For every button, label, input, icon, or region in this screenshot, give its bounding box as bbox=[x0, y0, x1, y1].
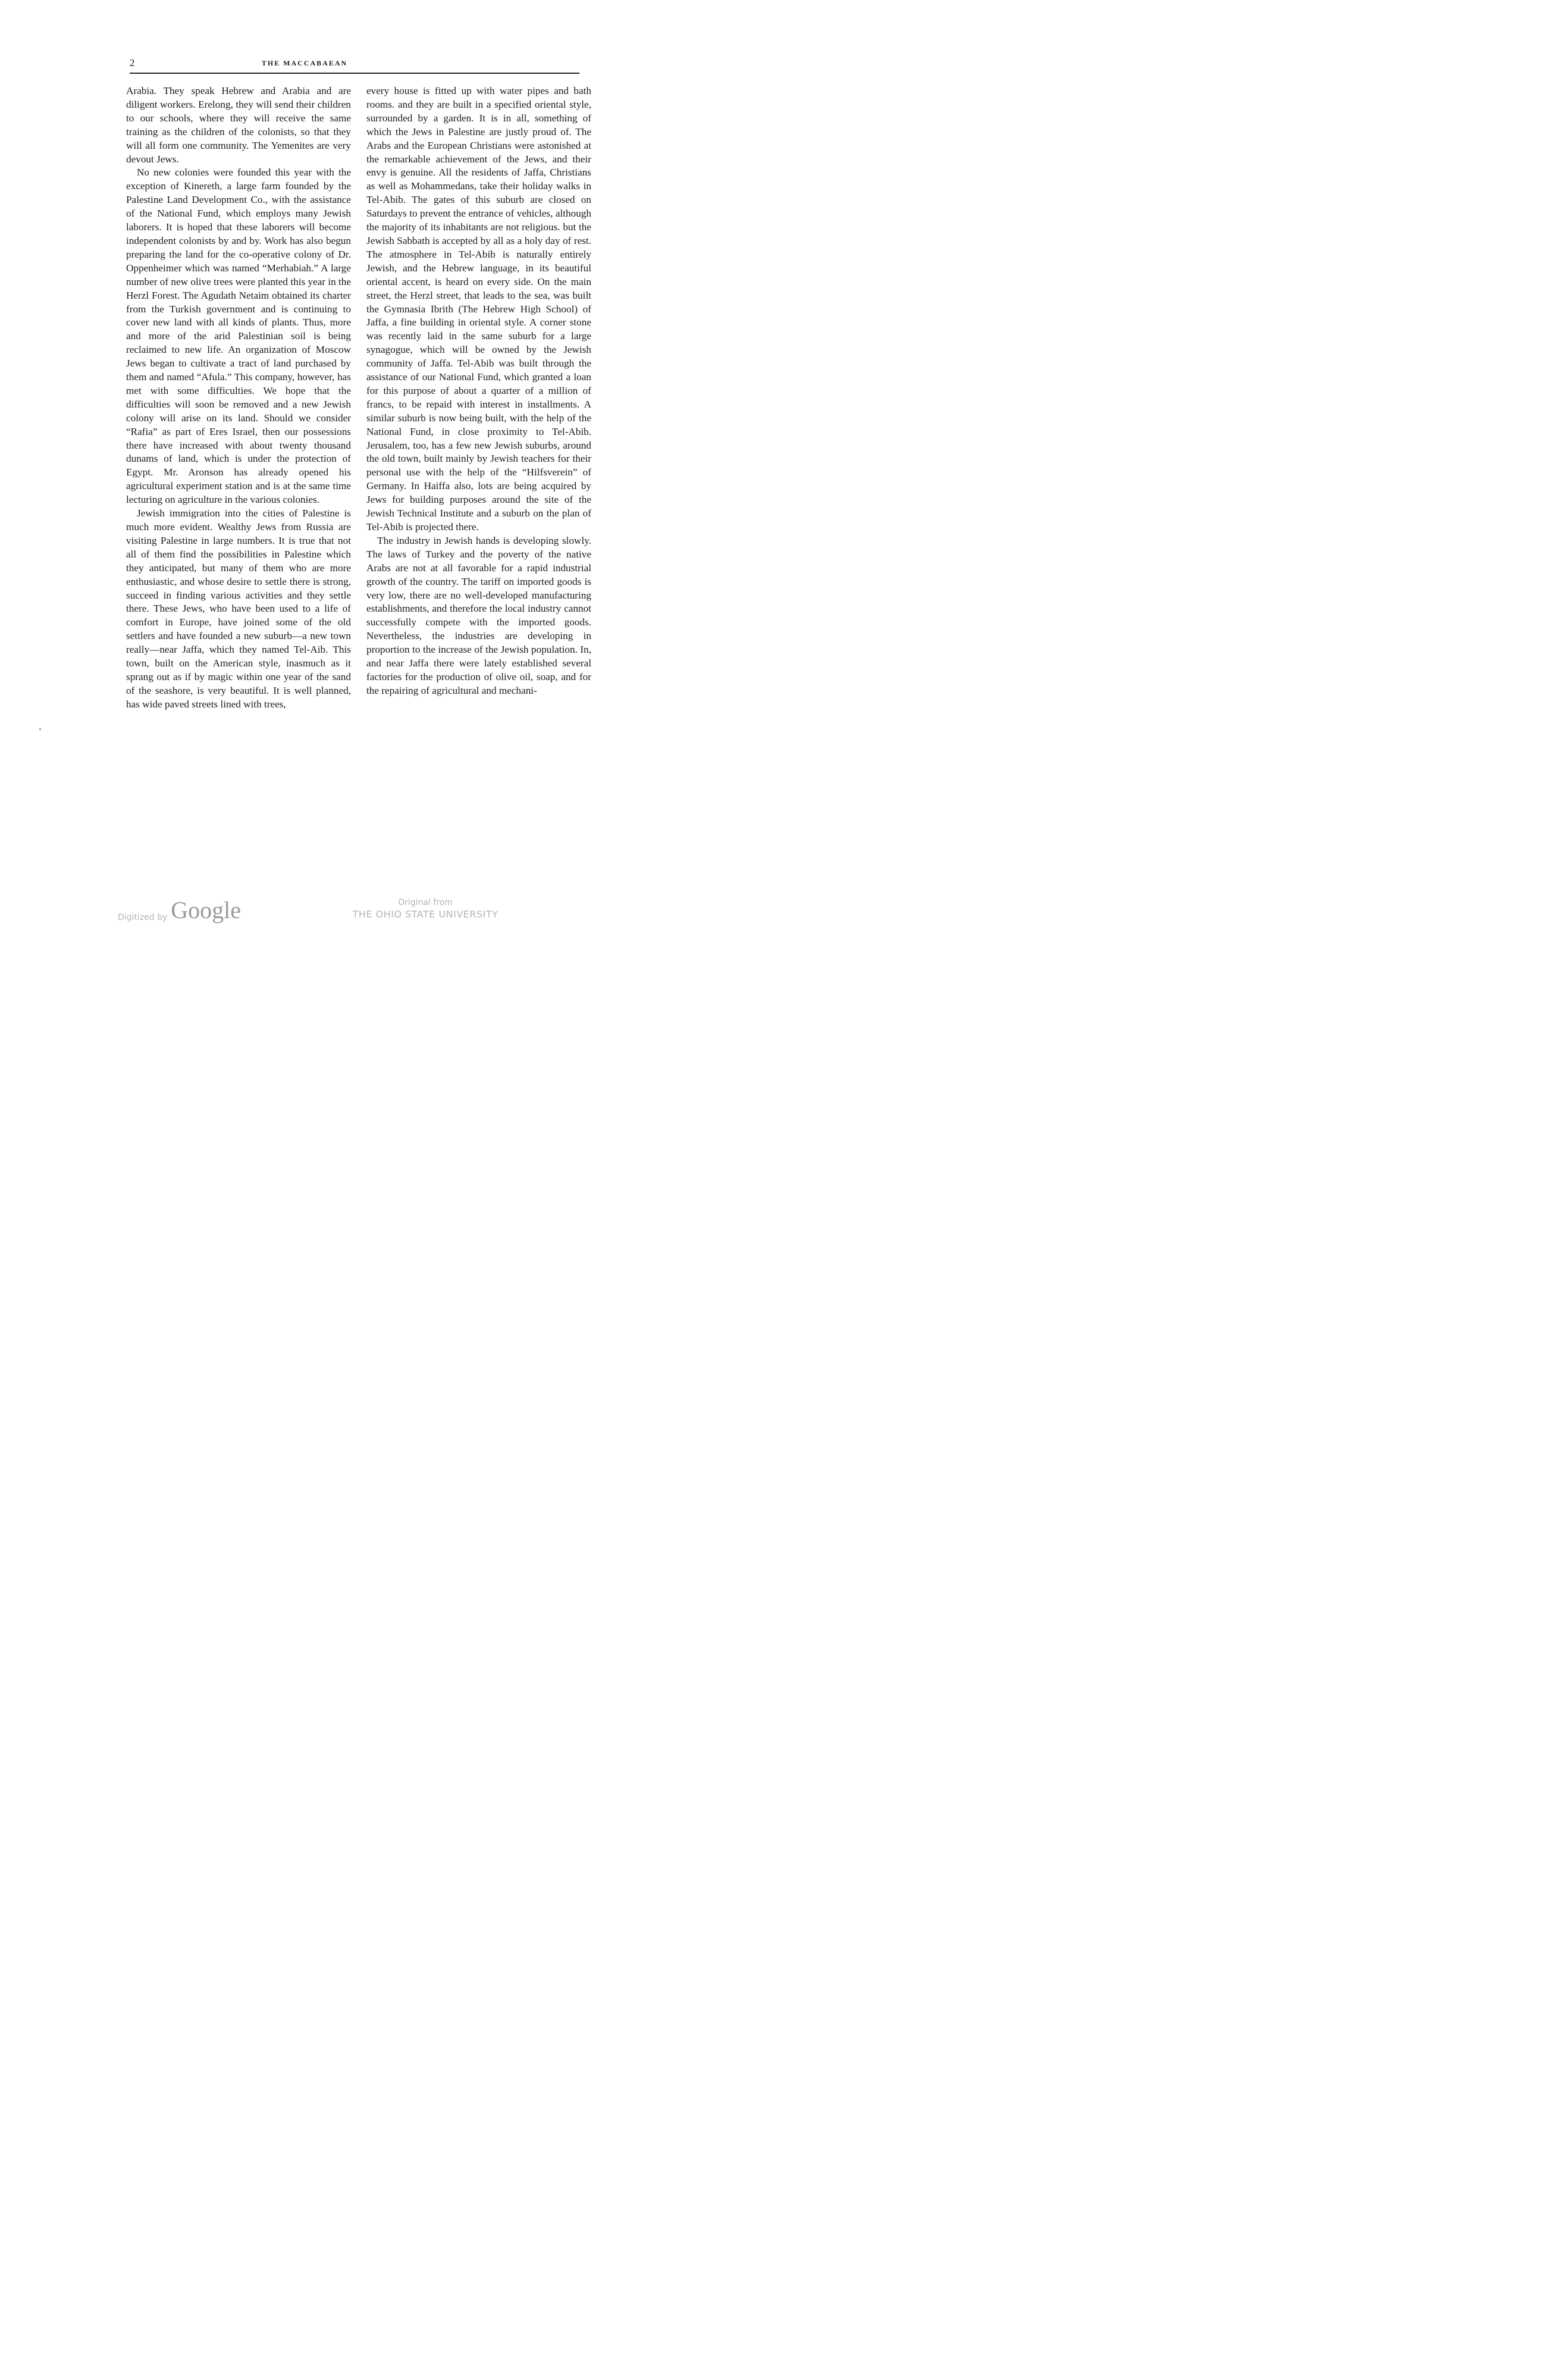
google-logo: Google bbox=[171, 897, 242, 923]
paragraph: The industry in Jewish hands is developing slowly. The laws of Turkey and the poverty of the native Arabs are not at all favorable for a rapid industrial growth of the country. The tariff on imported goods is very low, there are no well-developed manufacturing establishments, and therefore the local industry cannot successfully compete with the imported goods. Nevertheless, the industries are developing in proportion to the increase of the Jewish population. In, and near Jaffa there were lately established several factories for the production of olive oil, soap, and for the repairing of agricultural and mechani- bbox=[366, 534, 591, 696]
running-title: THE MACCABAEAN bbox=[261, 59, 348, 67]
digitized-by-footer bbox=[118, 898, 241, 922]
institution-name: THE OHIO STATE UNIVERSITY bbox=[352, 909, 498, 920]
paragraph: every house is fitted up with water pipes and bath rooms. and they are built in a specified oriental style, surrounded by a garden. It is in all, something of which the Jews in Palestine are justly proud of. The Arabs and the European Christians were astonished at the remarkable achievement of the Jews, and their envy is genuine. All the residents of Jaffa, Christians as well as Mohammedans, take their holiday walks in Tel-Abib. The gates of this suburb are closed on Saturdays to prevent the entrance of vehicles, although the majority of its inhabitants are not religious. but the Jewish Sabbath is accepted by all as a holy day of rest. The atmosphere in Tel-Abib is naturally entirely Jewish, and the Hebrew language, in its beautiful oriental accent, is heard on every side. On the main street, the Herzl street, that leads to the sea, was built the Gymnasia Ibrith (The Hebrew High School) of Jaffa, a fine building in oriental style. A corner stone was recently laid in the same suburb for a large synagogue, which will be owned by the Jewish community of Jaffa. Tel-Abib was built through the assistance of our National Fund, which granted a loan for this purpose of about a quarter of a million of francs, to be repaid with interest in installments. A similar suburb is now being built, with the help of the National Fund, in close proximity to Tel-Abib. Jerusalem, too, has a few new Jewish suburbs, around the old town, built mainly by Jewish teachers for their personal use with the help of the “Hilfsverein” of Germany. In Haiffa also, lots are being acquired by Jews for building purposes around the site of the Jewish Technical Institute and a suburb on the plan of Tel-Abib is projected there. bbox=[366, 85, 591, 533]
scan-speck bbox=[39, 728, 41, 730]
digitized-label: Digitized by bbox=[118, 913, 168, 922]
page-number: 2 bbox=[130, 57, 135, 68]
original-from-footer bbox=[333, 897, 518, 921]
original-from-label: Original from bbox=[398, 898, 453, 907]
header-rule bbox=[130, 73, 579, 74]
paragraph: Jewish immigration into the cities of Palestine is much more evident. Wealthy Jews from Russia are visiting Palestine in large numbers. It is true that not all of them find the possibilities in Palestine which they anticipated, but many of them who are more enthusiastic, and whose desire to settle there is strong, succeed in finding various activities and they settle there. These Jews, who have been used to a life of comfort in Europe, have joined some of the old settlers and have founded a new suburb—a new town really—near Jaffa, which they named Tel-Aib. This town, built on the American style, inasmuch as it sprang out as if by magic within one year of the sand of the seashore, is very beautiful. It is well planned, has wide paved streets lined with trees, bbox=[126, 508, 351, 710]
paragraph: No new colonies were founded this year with the exception of Kinereth, a large farm founded by the Palestine Land Development Co., with the assistance of the National Fund, which employs many Jewish laborers. It is hoped that these laborers will become independent colonists by and by. Work has also begun preparing the land for the co-operative colony of Dr. Oppenheimer which was named “Merhabiah.” A large number of new olive trees were planted this year in the Herzl Forest. The Agudath Netaim obtained its charter from the Turkish government and is continuing to cover new land with all kinds of plants. Thus, more and more of the arid Palestinian soil is being reclaimed to new life. An organization of Moscow Jews began to cultivate a tract of land purchased by them and named “Afula.” This company, however, has met with some difficulties. We hope that the difficulties will soon be removed and a new Jewish colony will arise on its land. Should we consider “Rafia” as part of Eres Israel, then our possessions there have increased with about twenty thousand dunams of land, which is under the protection of Egypt. Mr. Aronson has already opened his agricultural experiment station and is at the same time lecturing on agriculture in the various colonies. bbox=[126, 167, 351, 506]
paragraph: Arabia. They speak Hebrew and Arabia and are diligent workers. Erelong, they will send their children to our schools, where they will receive the same training as the children of the colonists, so that they will all form one community. The Yemenites are very devout Jews. bbox=[126, 85, 351, 165]
right-column bbox=[366, 84, 591, 698]
left-column bbox=[126, 84, 351, 712]
